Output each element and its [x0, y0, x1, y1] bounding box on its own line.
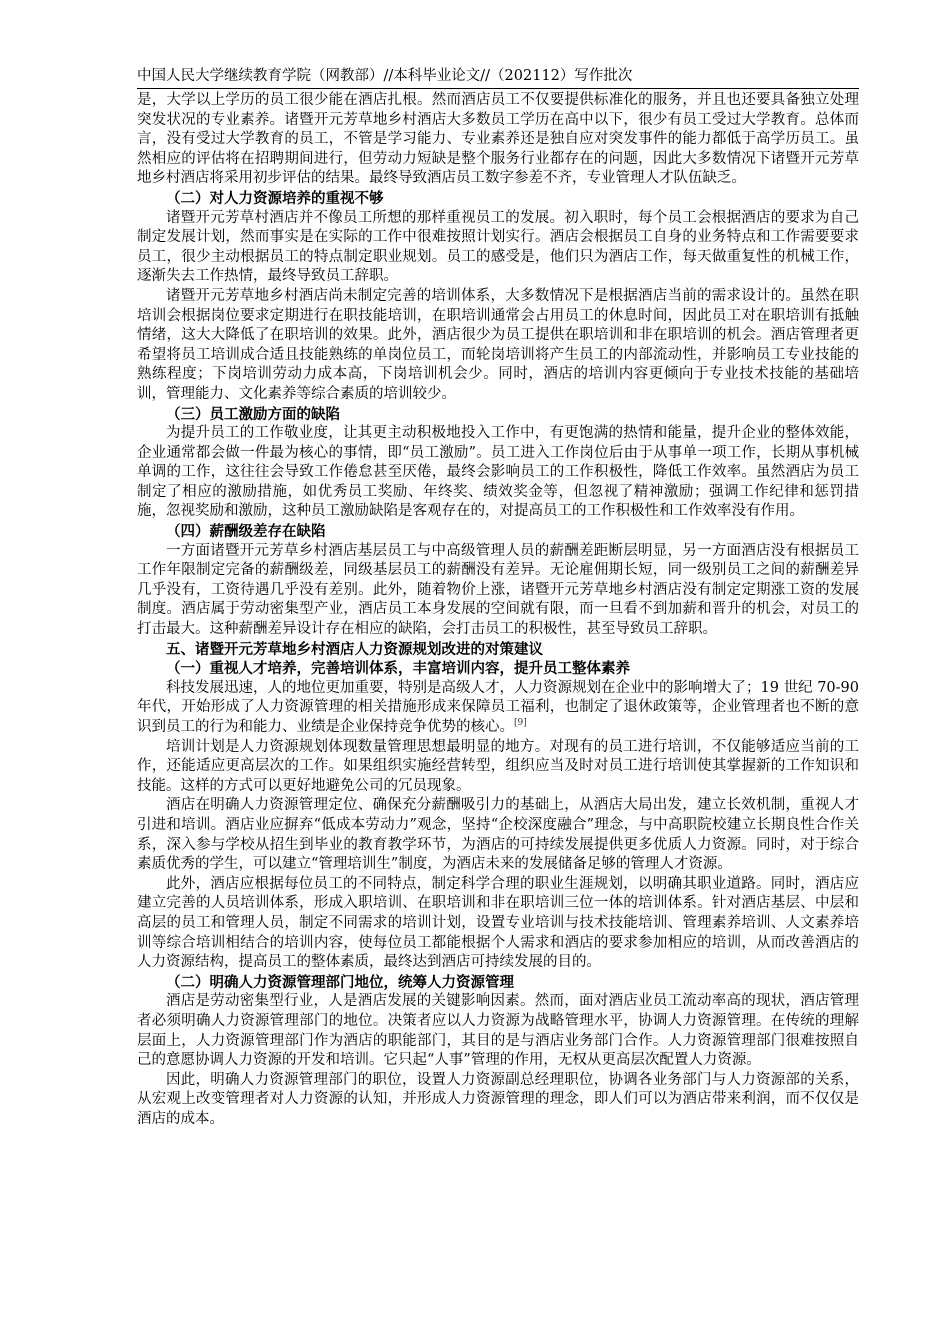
section-heading: （二）对人力资源培养的重视不够	[166, 189, 384, 207]
paragraph: 是，大学以上学历的员工很少能在酒店扎根。然而酒店员工不仅要提供标准化的服务，并且也还要具备独立处理突发状况的专业素养。诸暨开元芳草地乡村酒店大多数员工学历在高中以下，很少有员工受过大学教育。总体而言，没有受过大学教育的员工，不管是学习能力、专业素养还是独自应对突发事件的能力都低于高学历员工。虽然相应的评估将在招聘期间进行，但劳动力短缺是整个服务行业都存在的问题，因此大多数情况下诸暨开元芳草地乡村酒店将采用初步评估的结果。最终导致酒店员工数字参差不齐，专业管理人才队伍缺乏。	[137, 92, 859, 187]
paragraph: 酒店在明确人力资源管理定位、确保充分薪酬吸引力的基础上，从酒店大局出发，建立长效机制，重视人才引进和培训。酒店业应摒弃“低成本劳动力”观念，坚持“企校深度融合”理念，与中高职院校建立长期良性合作关系，深入参与学校从招生到毕业的教育教学环节，为酒店的可持续发展提供更多优质人力资源。同时，对于综合素质优秀的学生，可以建立“管理培训生”制度，为酒店未来的发展储备足够的管理人才资源。	[137, 797, 859, 873]
section-heading: （二）明确人力资源管理部门地位，统筹人力资源管理	[166, 973, 514, 991]
paragraph: 一方面诸暨开元芳草乡村酒店基层员工与中高级管理人员的薪酬差距断层明显，另一方面酒店没有根据员工工作年限制定完备的薪酬级差，同级基层员工的薪酬没有差异。无论雇佣期长短，同一级别员工之间的薪酬差异几乎没有，工资待遇几乎没有差别。此外，随着物价上涨，诸暨开元芳草地乡村酒店没有制定定期涨工资的发展制度。酒店属于劳动密集型产业，酒店员工本身发展的空间就有限，而一旦看不到加薪和晋升的机会，对员工的打击最大。这种薪酬差异设计存在相应的缺陷，会打击员工的积极性，甚至导致员工辞职。	[137, 542, 859, 638]
paragraph: 为提升员工的工作敬业度，让其更主动积极地投入工作中，有更饱满的热情和能量，提升企业的整体效能，企业通常都会做一件最为核心的事情，即“员工激励”。员工进入工作岗位后由于从事单一项工作，长期从事机械单调的工作，这往往会导致工作倦怠甚至厌倦，最终会影响员工的工作积极性，降低工作效率。虽然酒店为员工制定了相应的激励措施，如优秀员工奖励、年终奖、绩效奖金等，但忽视了精神激励；强调工作纪律和惩罚措施，忽视奖励和激励，这种员工激励缺陷是客观存在的，对提高员工的工作积极性和工作效率没有作用。	[137, 425, 859, 520]
paragraph	[137, 679, 859, 738]
paragraph: 诸暨开元芳草地乡村酒店尚未制定完善的培训体系，大多数情况下是根据酒店当前的需求设计的。虽然在职培训会根据岗位要求定期进行在职技能培训，在职培训通常会占用员工的休息时间，因此员工对在职培训有抵触情绪，这大大降低了在职培训的效果。此外，酒店很少为员工提供在职培训和非在职培训的机会。酒店管理者更希望将员工培训成合适且技能熟练的单岗位员工，而轮岗培训将产生员工的内部流动性，并影响员工专业技能的熟练程度；下岗培训劳动力成本高，下岗培训机会少。同时，酒店的培训内容更倾向于专业技术技能的基础培训，管理能力、文化素养等综合素质的培训较少。	[137, 287, 859, 402]
paragraph: 酒店是劳动密集型行业，人是酒店发展的关键影响因素。然而，面对酒店业员工流动率高的现状，酒店管理者必须明确人力资源管理部门的地位。决策者应以人力资源为战略管理水平，协调人力资源管理。在传统的理解层面上，人力资源管理部门作为酒店的职能部门，其目的是与酒店业务部门合作。人力资源管理部门很难按照自己的意愿协调人力资源的开发和培训。它只起“人事”管理的作用，无权从更高层次配置人力资源。	[137, 993, 859, 1069]
paragraph: 诸暨开元芳草村酒店并不像员工所想的那样重视员工的发展。初入职时，每个员工会根据酒店的要求为自己制定发展计划，然而事实是在实际的工作中很难按照计划实行。酒店会根据员工自身的业务特点和工作需要要求员工，很少主动根据员工的特点制定职业规划。员工的感受是，他们只为酒店工作，每天做重复性的机械工作，逐渐失去工作热情，最终导致员工辞职。	[137, 209, 859, 285]
running-header: 中国人民大学继续教育学院（网教部）//本科毕业论文//（202112）写作批次	[137, 68, 633, 84]
body-text	[137, 91, 859, 1129]
section-heading: （一）重视人才培养，完善培训体系，丰富培训内容，提升员工整体素养	[166, 660, 630, 678]
section-heading: （三）员工激励方面的缺陷	[166, 405, 340, 423]
paragraph: 培训计划是人力资源规划体现数量管理思想最明显的地方。对现有的员工进行培训，不仅能够适应当前的工作，还能适应更高层次的工作。如果组织实施经营转型，组织应当及时对员工进行培训使其掌握新的工作知识和技能。这样的方式可以更好地避免公司的冗员现象。	[137, 738, 859, 794]
paragraph: 因此，明确人力资源管理部门的职位，设置人力资源副总经理职位，协调各业务部门与人力资源部的关系，从宏观上改变管理者对人力资源的认知，并形成人力资源管理的理念，即人们可以为酒店带来利润，而不仅仅是酒店的成本。	[137, 1071, 859, 1127]
paragraph: 此外，酒店应根据每位员工的不同特点，制定科学合理的职业生涯规划，以明确其职业道路。同时，酒店应建立完善的人员培训体系，形成入职培训、在职培训和非在职培训三位一体的培训体系。针对酒店基层、中层和高层的员工和管理人员，制定不同需求的培训计划，设置专业培训与技术技能培训、管理素养培训、人文素养培训等综合培训相结合的培训内容，使每位员工都能根据个人需求和酒店的要求参加相应的培训，从而改善酒店的人力资源结构，提高员工的整体素质，最终达到酒店可持续发展的目的。	[137, 875, 859, 971]
paragraph-text: 科技发展迅速，人的地位更加重要，特别是高级人才，人力资源规划在企业中的影响增大了；19 世纪 70-90 年代，开始形成了人力资源管理的相关措施形成来保障员工福利，也制定了退休政策等，企业管理者也不断的意识到员工的行为和能力、业绩是企业保持竞争优势的核心。	[137, 679, 859, 735]
section-heading: （四）薪酬级差存在缺陷	[166, 523, 326, 541]
header-rule	[137, 88, 859, 89]
citation-marker: [9]	[514, 718, 527, 729]
chapter-heading: 五、诸暨开元芳草地乡村酒店人力资源规划改进的对策建议	[166, 640, 543, 658]
